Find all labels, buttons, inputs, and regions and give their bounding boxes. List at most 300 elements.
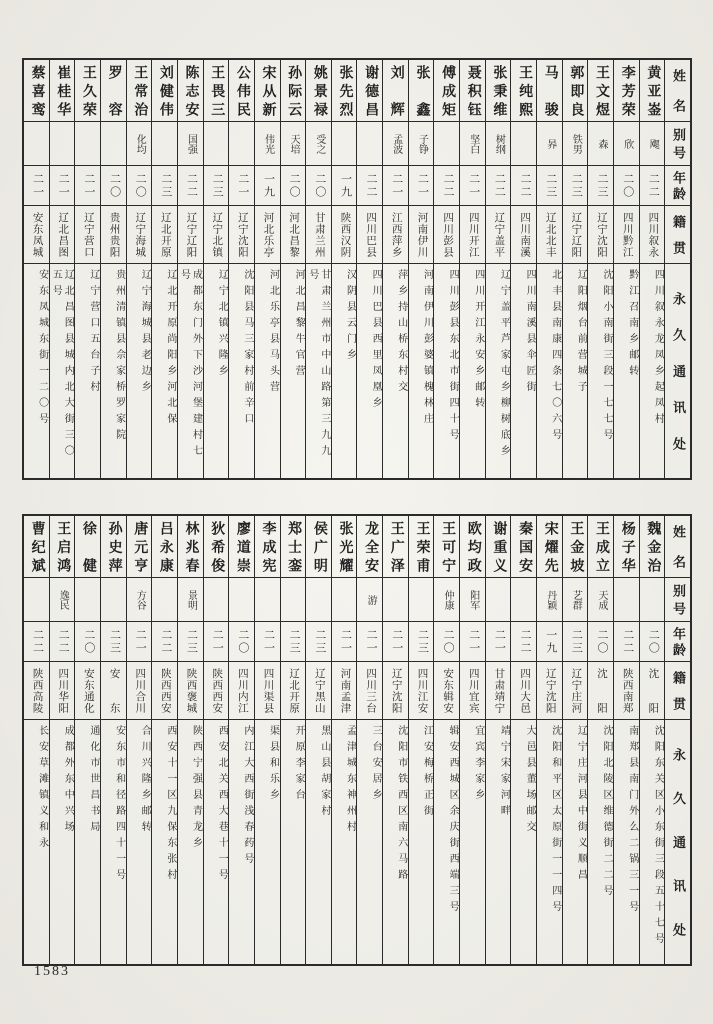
entry-column bbox=[24, 60, 49, 478]
entry-address: 长安草滩镇义和永 bbox=[36, 725, 48, 853]
entry-alias: 伟光 bbox=[255, 122, 280, 166]
entry-age: 二三 bbox=[537, 166, 562, 206]
entry-origin: 四川内江 bbox=[229, 662, 254, 720]
entry-column bbox=[356, 60, 382, 478]
entry-column bbox=[126, 60, 152, 478]
entry-alias bbox=[409, 578, 434, 622]
entry-origin: 辽宁沈阳 bbox=[588, 206, 613, 264]
entry-column bbox=[536, 60, 562, 478]
entry-origin: 四川巴县 bbox=[357, 206, 382, 264]
entry-origin: 辽北北丰 bbox=[537, 206, 562, 264]
entry-age: 二一 bbox=[229, 166, 254, 206]
entry-alias: 子铮 bbox=[409, 122, 434, 166]
entry-origin: 四川彭县 bbox=[434, 206, 459, 264]
entry-name: 王畏三 bbox=[204, 60, 229, 122]
header-alias: 别号 bbox=[665, 122, 690, 166]
entry-name: 王文煜 bbox=[588, 60, 613, 122]
entry-name: 刘辉 bbox=[383, 60, 408, 122]
entry-column bbox=[305, 516, 331, 964]
entry-address: 四川叙永龙凤乡起凤村 bbox=[652, 269, 664, 429]
entry-name: 蔡喜鸾 bbox=[24, 60, 49, 122]
entry-origin: 陕西汉阴 bbox=[332, 206, 357, 264]
entry-address: 孟津城东神州村 bbox=[344, 725, 356, 837]
entry-column bbox=[356, 516, 382, 964]
entry-age: 二一 bbox=[204, 622, 229, 662]
entry-age: 二〇 bbox=[75, 622, 100, 662]
entry-column bbox=[562, 60, 588, 478]
entry-alias: 国强 bbox=[178, 122, 203, 166]
entry-origin: 辽宁海城 bbox=[127, 206, 152, 264]
entry-origin: 辽宁盖平 bbox=[486, 206, 511, 264]
entry-name: 曹纪斌 bbox=[24, 516, 49, 578]
entry-address: 辑安西城区余庆街西端三号 bbox=[447, 725, 459, 917]
entry-name: 欧均政 bbox=[460, 516, 485, 578]
entry-origin: 甘肃靖宁 bbox=[486, 662, 511, 720]
entry-address: 北丰县南康四条七〇六号 bbox=[549, 269, 561, 445]
entry-column bbox=[203, 516, 229, 964]
entry-age: 二二 bbox=[50, 622, 75, 662]
entry-name: 张秉维 bbox=[486, 60, 511, 122]
entry-column bbox=[331, 60, 357, 478]
entry-address: 辽北开原尚阳乡河北保 bbox=[164, 269, 176, 429]
entry-age: 一九 bbox=[537, 622, 562, 662]
entry-name: 王常治 bbox=[127, 60, 152, 122]
entry-column bbox=[126, 516, 152, 964]
entry-name: 狄希俊 bbox=[204, 516, 229, 578]
entry-alias: 森 bbox=[588, 122, 613, 166]
entry-age: 二一 bbox=[255, 622, 280, 662]
entry-name: 秦国安 bbox=[511, 516, 536, 578]
entry-name: 郭即良 bbox=[563, 60, 588, 122]
entry-address: 辽宁海城县老边乡 bbox=[139, 269, 151, 397]
entry-origin: 四川叙永 bbox=[640, 206, 665, 264]
entry-column bbox=[151, 516, 177, 964]
entry-alias bbox=[152, 122, 177, 166]
entry-name: 魏金治 bbox=[640, 516, 665, 578]
entry-origin: 四川开江 bbox=[460, 206, 485, 264]
entry-column bbox=[510, 60, 536, 478]
entry-alias bbox=[24, 122, 49, 166]
entry-address: 沈阳北陵区维德街二二号 bbox=[601, 725, 613, 901]
entry-column bbox=[613, 516, 639, 964]
entry-alias: 飔 bbox=[640, 122, 665, 166]
entry-alias bbox=[306, 578, 331, 622]
entry-column bbox=[587, 516, 613, 964]
entry-column bbox=[177, 516, 203, 964]
entry-address: 甘肃兰州市中山路第三九九号 bbox=[306, 269, 330, 461]
entry-origin: 陕西西安 bbox=[152, 662, 177, 720]
entry-address: 辽宁盖平芦家屯乡柳树底乡 bbox=[498, 269, 510, 461]
entry-alias bbox=[75, 578, 100, 622]
header-age: 年龄 bbox=[665, 622, 690, 662]
entry-age: 二〇 bbox=[640, 622, 665, 662]
entry-alias: 逸民 bbox=[50, 578, 75, 622]
entry-address: 河北乐亭县马头营 bbox=[267, 269, 279, 397]
entry-origin: 辽北昌图 bbox=[50, 206, 75, 264]
entry-age: 二一 bbox=[460, 166, 485, 206]
entry-alias: 丹颖 bbox=[537, 578, 562, 622]
entry-name: 黄亚崟 bbox=[640, 60, 665, 122]
entry-address: 沈阳市铁西区南六马路 bbox=[395, 725, 407, 885]
header-address: 永久通讯处 bbox=[671, 748, 686, 936]
entry-address: 内江大西街浅春药号 bbox=[241, 725, 253, 869]
entry-age: 二一 bbox=[127, 622, 152, 662]
entry-address: 辽宁营口五台子村 bbox=[87, 269, 99, 397]
entry-age: 一九 bbox=[255, 166, 280, 206]
entry-address: 河北昌黎牛官营 bbox=[293, 269, 305, 381]
entry-age: 二二 bbox=[511, 622, 536, 662]
entry-origin: 四川合川 bbox=[127, 662, 152, 720]
entry-name: 张鑫 bbox=[409, 60, 434, 122]
entry-alias bbox=[511, 122, 536, 166]
entry-alias bbox=[50, 122, 75, 166]
entry-origin: 陕西西安 bbox=[204, 662, 229, 720]
page-number: 1583 bbox=[34, 964, 70, 979]
entry-address: 宜宾李家乡 bbox=[472, 725, 484, 805]
entry-address: 四川巴县西里凤凰乡 bbox=[370, 269, 382, 413]
entry-alias bbox=[614, 578, 639, 622]
entry-age: 二三 bbox=[306, 622, 331, 662]
entry-address: 河南伊川彭婆镇槐林庄 bbox=[421, 269, 433, 429]
entry-age: 二一 bbox=[383, 622, 408, 662]
entry-column bbox=[49, 60, 75, 478]
entry-alias: 铁男 bbox=[563, 122, 588, 166]
entry-alias bbox=[229, 122, 254, 166]
entry-address: 靖宁宋家河畔 bbox=[498, 725, 510, 821]
entry-age: 二一 bbox=[357, 622, 382, 662]
entry-name: 马骏 bbox=[537, 60, 562, 122]
entry-column bbox=[408, 60, 434, 478]
entry-name: 王可宁 bbox=[434, 516, 459, 578]
entry-name: 姚景禄 bbox=[306, 60, 331, 122]
entry-column bbox=[100, 60, 126, 478]
entry-age: 二三 bbox=[204, 166, 229, 206]
entry-alias: 天成 bbox=[588, 578, 613, 622]
entry-alias: 受之 bbox=[306, 122, 331, 166]
entry-name: 李芳荣 bbox=[614, 60, 639, 122]
entry-address: 成都外东中兴场 bbox=[62, 725, 74, 837]
entry-name: 傅成矩 bbox=[434, 60, 459, 122]
entry-age: 二二 bbox=[152, 622, 177, 662]
entry-column bbox=[280, 516, 306, 964]
entry-name: 刘健伟 bbox=[152, 60, 177, 122]
entry-column bbox=[177, 60, 203, 478]
entry-name: 廖道崇 bbox=[229, 516, 254, 578]
entry-address: 南郑县南门外么二锅三一号 bbox=[626, 725, 638, 917]
entry-address: 沈阳县马三家村前辛口 bbox=[241, 269, 253, 429]
entry-address: 开原李家台 bbox=[293, 725, 305, 805]
entry-origin: 辽北开原 bbox=[281, 662, 306, 720]
header-column bbox=[664, 516, 690, 964]
entry-address: 陕西宁强县青龙乡 bbox=[190, 725, 202, 853]
entry-alias bbox=[255, 578, 280, 622]
entry-origin: 辽宁沈阳 bbox=[383, 662, 408, 720]
entry-alias: 艺群 bbox=[563, 578, 588, 622]
entry-origin: 辽北开原 bbox=[152, 206, 177, 264]
entry-column bbox=[151, 60, 177, 478]
entry-name: 徐健 bbox=[75, 516, 100, 578]
entry-origin: 辽宁北镇 bbox=[204, 206, 229, 264]
entry-age: 二一 bbox=[50, 166, 75, 206]
entry-alias bbox=[204, 578, 229, 622]
entry-address: 江安梅桥正街 bbox=[421, 725, 433, 821]
entry-alias bbox=[75, 122, 100, 166]
entry-column bbox=[459, 516, 485, 964]
entry-origin: 河北昌黎 bbox=[281, 206, 306, 264]
entry-age: 二三 bbox=[178, 622, 203, 662]
entry-origin: 四川华阳 bbox=[50, 662, 75, 720]
entry-age: 二二 bbox=[486, 166, 511, 206]
entry-column bbox=[24, 516, 49, 964]
entry-name: 李成宪 bbox=[255, 516, 280, 578]
entry-address: 西安北关西大巷十一号 bbox=[216, 725, 228, 885]
entry-column bbox=[254, 516, 280, 964]
entry-column bbox=[459, 60, 485, 478]
entry-name: 龙全安 bbox=[357, 516, 382, 578]
entry-alias: 坚白 bbox=[460, 122, 485, 166]
entry-column bbox=[639, 60, 665, 478]
entry-column bbox=[331, 516, 357, 964]
entry-name: 王启鸿 bbox=[50, 516, 75, 578]
entry-address: 四川南溪县伞匠街 bbox=[524, 269, 536, 397]
entry-age: 二一 bbox=[332, 622, 357, 662]
entry-name: 杨子华 bbox=[614, 516, 639, 578]
entry-name: 孙际云 bbox=[281, 60, 306, 122]
entry-name: 崔桂华 bbox=[50, 60, 75, 122]
entry-origin: 陕西褒城 bbox=[178, 662, 203, 720]
entry-alias bbox=[434, 122, 459, 166]
entry-name: 王荣甫 bbox=[409, 516, 434, 578]
entry-age: 二一 bbox=[24, 166, 49, 206]
entry-origin: 安东 bbox=[101, 662, 126, 720]
entry-origin: 辽宁庄河 bbox=[563, 662, 588, 720]
entry-name: 唐元亨 bbox=[127, 516, 152, 578]
entry-alias bbox=[101, 578, 126, 622]
header-alias: 别号 bbox=[665, 578, 690, 622]
entry-column bbox=[536, 516, 562, 964]
entry-origin: 陕西高陵 bbox=[24, 662, 49, 720]
entry-origin: 辽宁辽阳 bbox=[563, 206, 588, 264]
entry-column bbox=[433, 516, 459, 964]
entry-alias bbox=[24, 578, 49, 622]
entry-alias: 昦 bbox=[537, 122, 562, 166]
entry-alias: 阳军 bbox=[460, 578, 485, 622]
entry-origin: 甘肃兰州 bbox=[306, 206, 331, 264]
entry-age: 二三 bbox=[409, 622, 434, 662]
entry-name: 公伟民 bbox=[229, 60, 254, 122]
entry-age: 二三 bbox=[281, 622, 306, 662]
entry-column bbox=[433, 60, 459, 478]
entry-origin: 辽宁沈阳 bbox=[537, 662, 562, 720]
entry-alias: 景明 bbox=[178, 578, 203, 622]
header-name: 姓名 bbox=[665, 516, 690, 578]
entry-origin: 河南孟津 bbox=[332, 662, 357, 720]
entry-address: 黔江召南乡邮转 bbox=[626, 269, 638, 381]
entry-age: 二一 bbox=[409, 166, 434, 206]
entry-address: 辽阳烟台前营城子 bbox=[575, 269, 587, 397]
entry-address: 萍乡持山桥东村交 bbox=[395, 269, 407, 397]
entry-name: 林兆春 bbox=[178, 516, 203, 578]
entry-alias bbox=[204, 122, 229, 166]
entry-alias bbox=[486, 578, 511, 622]
entry-alias: 化均 bbox=[127, 122, 152, 166]
entry-address: 渠县和乐乡 bbox=[267, 725, 279, 805]
entry-address: 沈阳东关区小东街三段五十七号 bbox=[652, 725, 664, 949]
header-address: 永久通讯处 bbox=[671, 292, 686, 450]
entry-alias bbox=[332, 122, 357, 166]
entry-name: 宋燿先 bbox=[537, 516, 562, 578]
entry-column bbox=[280, 60, 306, 478]
entry-name: 聂积钰 bbox=[460, 60, 485, 122]
entry-origin: 江西萍乡 bbox=[383, 206, 408, 264]
entry-address: 合川兴隆乡邮转 bbox=[139, 725, 151, 837]
entry-column bbox=[510, 516, 536, 964]
entry-age: 二〇 bbox=[101, 166, 126, 206]
roster-table-bottom bbox=[22, 514, 692, 966]
entry-address: 四川彭县东北市街四十号 bbox=[447, 269, 459, 445]
header-origin: 籍贯 bbox=[665, 662, 690, 720]
entry-column bbox=[74, 60, 100, 478]
entry-age: 二三 bbox=[101, 622, 126, 662]
entry-address: 三台安居乡 bbox=[370, 725, 382, 805]
entry-column bbox=[613, 60, 639, 478]
entry-origin: 四川南溪 bbox=[511, 206, 536, 264]
entry-address: 辽宁庄河县中街义顺昌 bbox=[575, 725, 587, 885]
entry-origin: 辽宁沈阳 bbox=[229, 206, 254, 264]
entry-name: 侯广明 bbox=[306, 516, 331, 578]
entry-age: 二〇 bbox=[434, 622, 459, 662]
entry-origin: 辽宁营口 bbox=[75, 206, 100, 264]
entry-column bbox=[639, 516, 665, 964]
entry-address: 四川开江永安乡邮转 bbox=[472, 269, 484, 413]
entry-origin: 辽宁黑山 bbox=[306, 662, 331, 720]
entry-alias: 仲康 bbox=[434, 578, 459, 622]
entry-origin: 安东辑安 bbox=[434, 662, 459, 720]
header-origin: 籍贯 bbox=[665, 206, 690, 264]
entry-alias bbox=[640, 578, 665, 622]
entry-address: 沈阳小南街三段一七七号 bbox=[601, 269, 613, 445]
entry-alias: 孟波 bbox=[383, 122, 408, 166]
entry-age: 二〇 bbox=[614, 166, 639, 206]
entry-age: 二〇 bbox=[588, 622, 613, 662]
entry-origin: 四川渠县 bbox=[255, 662, 280, 720]
entry-name: 张光耀 bbox=[332, 516, 357, 578]
entry-age: 二一 bbox=[383, 166, 408, 206]
entry-age: 二三 bbox=[563, 166, 588, 206]
entry-alias bbox=[383, 578, 408, 622]
entry-alias bbox=[332, 578, 357, 622]
entry-age: 二一 bbox=[486, 622, 511, 662]
entry-origin: 四川大邑 bbox=[511, 662, 536, 720]
entry-column bbox=[562, 516, 588, 964]
entry-address: 西安十一区九保东张村 bbox=[164, 725, 176, 885]
entry-origin: 河北乐亭 bbox=[255, 206, 280, 264]
entry-age: 二二 bbox=[357, 166, 382, 206]
entry-name: 郑士銮 bbox=[281, 516, 306, 578]
entry-age: 二一 bbox=[75, 166, 100, 206]
entry-alias: 天培 bbox=[281, 122, 306, 166]
entry-column bbox=[254, 60, 280, 478]
header-column bbox=[664, 60, 690, 478]
entry-column bbox=[382, 516, 408, 964]
entry-column bbox=[100, 516, 126, 964]
entry-column bbox=[49, 516, 75, 964]
entry-origin: 贵州贵阳 bbox=[101, 206, 126, 264]
entry-age: 二二 bbox=[640, 166, 665, 206]
entry-age: 二二 bbox=[178, 166, 203, 206]
entry-age: 二一 bbox=[460, 622, 485, 662]
entry-address: 辽北昌图县城内北大街三〇五号 bbox=[50, 269, 74, 461]
entry-column bbox=[382, 60, 408, 478]
header-name: 姓名 bbox=[665, 60, 690, 122]
entry-origin: 辽宁辽阳 bbox=[178, 206, 203, 264]
entry-age: 二〇 bbox=[229, 622, 254, 662]
entry-origin: 沈阳 bbox=[640, 662, 665, 720]
entry-name: 王金坡 bbox=[563, 516, 588, 578]
entry-address: 通化市世昌书局 bbox=[87, 725, 99, 837]
header-age: 年龄 bbox=[665, 166, 690, 206]
entry-age: 二〇 bbox=[281, 166, 306, 206]
entry-column bbox=[228, 60, 254, 478]
entry-name: 张先烈 bbox=[332, 60, 357, 122]
entry-address: 汉阴县云门乡 bbox=[344, 269, 356, 365]
entry-name: 孙史萍 bbox=[101, 516, 126, 578]
entry-name: 王广泽 bbox=[383, 516, 408, 578]
entry-alias bbox=[357, 122, 382, 166]
entry-age: 二二 bbox=[24, 622, 49, 662]
entry-address: 安东凤城东街一二〇号 bbox=[36, 269, 48, 429]
entry-address: 大邑县董场邮交 bbox=[524, 725, 536, 837]
entry-name: 吕永康 bbox=[152, 516, 177, 578]
entry-address: 辽宁北镇兴隆乡 bbox=[216, 269, 228, 381]
entry-origin: 四川黔江 bbox=[614, 206, 639, 264]
entry-column bbox=[587, 60, 613, 478]
entry-column bbox=[228, 516, 254, 964]
entry-origin: 四川三台 bbox=[357, 662, 382, 720]
entry-origin: 四川宜宾 bbox=[460, 662, 485, 720]
entry-alias bbox=[229, 578, 254, 622]
entry-address: 沈阳和平区太原街一一四号 bbox=[549, 725, 561, 917]
entry-alias: 游 bbox=[357, 578, 382, 622]
entry-alias bbox=[511, 578, 536, 622]
entry-alias bbox=[101, 122, 126, 166]
entry-age: 二三 bbox=[152, 166, 177, 206]
entry-name: 罗容 bbox=[101, 60, 126, 122]
entry-origin: 安东凤城 bbox=[24, 206, 49, 264]
entry-age: 二二 bbox=[511, 166, 536, 206]
entry-name: 宋从新 bbox=[255, 60, 280, 122]
entry-age: 二三 bbox=[588, 166, 613, 206]
entry-name: 王久荣 bbox=[75, 60, 100, 122]
entry-alias bbox=[152, 578, 177, 622]
entry-column bbox=[203, 60, 229, 478]
entry-name: 王成立 bbox=[588, 516, 613, 578]
entry-name: 谢重义 bbox=[486, 516, 511, 578]
entry-alias: 欣 bbox=[614, 122, 639, 166]
roster-table-top bbox=[22, 58, 692, 480]
entry-age: 二〇 bbox=[127, 166, 152, 206]
entry-origin: 河南伊川 bbox=[409, 206, 434, 264]
entry-name: 陈志安 bbox=[178, 60, 203, 122]
entry-address: 黑山县胡家村 bbox=[318, 725, 330, 821]
entry-alias: 方谷 bbox=[127, 578, 152, 622]
entry-alias bbox=[281, 578, 306, 622]
entry-name: 王纯熙 bbox=[511, 60, 536, 122]
entry-column bbox=[74, 516, 100, 964]
entry-column bbox=[485, 516, 511, 964]
entry-address: 贵州清镇县佘家桥罗家院 bbox=[113, 269, 125, 445]
entry-origin: 陕西南郑 bbox=[614, 662, 639, 720]
